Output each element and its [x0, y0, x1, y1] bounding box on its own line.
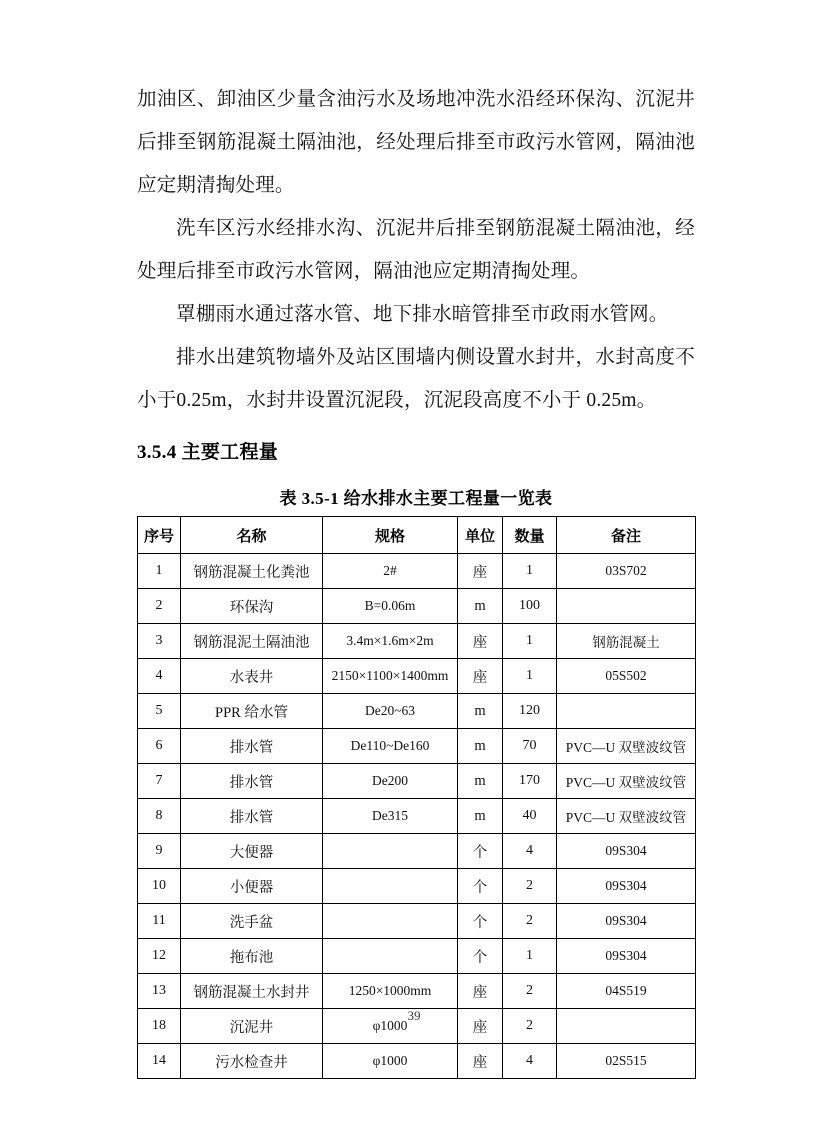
cell-index: 4	[138, 659, 181, 694]
cell-index: 5	[138, 694, 181, 729]
column-header-name: 名称	[181, 517, 323, 554]
cell-unit: 个	[458, 834, 503, 869]
table-row	[138, 869, 696, 904]
cell-name: 大便器	[181, 834, 323, 869]
cell-remark: 09S304	[557, 834, 696, 869]
cell-index: 1	[138, 554, 181, 589]
cell-name: 环保沟	[181, 589, 323, 624]
cell-remark: 05S502	[557, 659, 696, 694]
column-header-index: 序号	[138, 517, 181, 554]
cell-spec	[323, 904, 458, 939]
cell-unit: m	[458, 764, 503, 799]
cell-quantity: 2	[503, 904, 557, 939]
cell-quantity: 170	[503, 764, 557, 799]
cell-name: 洗手盆	[181, 904, 323, 939]
cell-index: 11	[138, 904, 181, 939]
cell-remark	[557, 589, 696, 624]
cell-spec	[323, 939, 458, 974]
table-row	[138, 589, 696, 624]
cell-name: 排水管	[181, 799, 323, 834]
cell-remark	[557, 694, 696, 729]
cell-quantity: 40	[503, 799, 557, 834]
cell-quantity: 2	[503, 869, 557, 904]
cell-unit: 座	[458, 554, 503, 589]
paragraph-1: 加油区、卸油区少量含油污水及场地冲洗水沿经环保沟、沉泥井后排至钢筋混凝土隔油池，经处理后排至市政污水管网，隔油池应定期清掏处理。	[137, 89, 695, 196]
cell-spec: 2#	[323, 554, 458, 589]
cell-remark: 09S304	[557, 904, 696, 939]
cell-quantity: 1	[503, 624, 557, 659]
cell-quantity: 4	[503, 1044, 557, 1079]
cell-name: 排水管	[181, 729, 323, 764]
cell-remark: 03S702	[557, 554, 696, 589]
cell-remark: 09S304	[557, 939, 696, 974]
cell-spec: φ1000	[323, 1044, 458, 1079]
cell-remark: PVC—U 双壁波纹管	[557, 799, 696, 834]
cell-spec: 2150×1100×1400mm	[323, 659, 458, 694]
cell-name: 污水检查井	[181, 1044, 323, 1079]
cell-remark: PVC—U 双壁波纹管	[557, 729, 696, 764]
table-row	[138, 729, 696, 764]
cell-unit: m	[458, 799, 503, 834]
cell-index: 14	[138, 1044, 181, 1079]
paragraph-2: 洗车区污水经排水沟、沉泥井后排至钢筋混凝土隔油池，经处理后排至市政污水管网，隔油池应定期清掏处理。	[137, 218, 695, 282]
cell-quantity: 1	[503, 659, 557, 694]
cell-remark: 钢筋混凝土	[557, 624, 696, 659]
table-row	[138, 904, 696, 939]
cell-name: 钢筋混泥土隔油池	[181, 624, 323, 659]
cell-index: 10	[138, 869, 181, 904]
cell-index: 8	[138, 799, 181, 834]
cell-name: 水表井	[181, 659, 323, 694]
table-body	[138, 554, 696, 1079]
table-row	[138, 974, 696, 1009]
column-header-remark: 备注	[557, 517, 696, 554]
cell-unit: 座	[458, 1009, 503, 1044]
cell-index: 2	[138, 589, 181, 624]
cell-unit: m	[458, 694, 503, 729]
cell-unit: m	[458, 589, 503, 624]
cell-name: 小便器	[181, 869, 323, 904]
table-row	[138, 554, 696, 589]
cell-spec: De20~63	[323, 694, 458, 729]
cell-spec: De315	[323, 799, 458, 834]
cell-spec: De200	[323, 764, 458, 799]
engineering-quantity-table	[137, 516, 696, 1079]
cell-quantity: 2	[503, 974, 557, 1009]
page-number: 39	[407, 1008, 421, 1023]
cell-spec	[323, 834, 458, 869]
cell-spec: De110~De160	[323, 729, 458, 764]
cell-remark: PVC—U 双壁波纹管	[557, 764, 696, 799]
table-header-row	[138, 517, 696, 554]
table-row	[138, 694, 696, 729]
cell-quantity: 100	[503, 589, 557, 624]
cell-remark: 09S304	[557, 869, 696, 904]
table-row	[138, 799, 696, 834]
cell-unit: 座	[458, 659, 503, 694]
cell-remark: 02S515	[557, 1044, 696, 1079]
cell-spec: B=0.06m	[323, 589, 458, 624]
cell-unit: 座	[458, 974, 503, 1009]
cell-quantity: 2	[503, 1009, 557, 1044]
cell-unit: 座	[458, 1044, 503, 1079]
cell-unit: 个	[458, 869, 503, 904]
paragraph-4: 排水出建筑物墙外及站区围墙内侧设置水封井，水封高度不小于0.25m，水封井设置沉泥段，沉泥段高度不小于 0.25m。	[137, 347, 695, 411]
cell-remark: 04S519	[557, 974, 696, 1009]
cell-unit: 个	[458, 939, 503, 974]
table-row	[138, 659, 696, 694]
table-row	[138, 764, 696, 799]
cell-spec: φ1000	[323, 1009, 458, 1044]
cell-index: 7	[138, 764, 181, 799]
cell-spec	[323, 869, 458, 904]
cell-spec: 3.4m×1.6m×2m	[323, 624, 458, 659]
cell-name: PPR 给水管	[181, 694, 323, 729]
column-header-unit: 单位	[458, 517, 503, 554]
cell-name: 拖布池	[181, 939, 323, 974]
cell-name: 钢筋混凝土化粪池	[181, 554, 323, 589]
cell-index: 9	[138, 834, 181, 869]
table-row	[138, 939, 696, 974]
table-caption: 表 3.5-1 给水排水主要工程量一览表	[279, 489, 553, 508]
cell-quantity: 1	[503, 939, 557, 974]
cell-name: 钢筋混凝土水封井	[181, 974, 323, 1009]
table-row	[138, 1044, 696, 1079]
table-row	[138, 624, 696, 659]
cell-unit: 个	[458, 904, 503, 939]
page-content	[137, 78, 695, 1079]
paragraph-3: 罩棚雨水通过落水管、地下排水暗管排至市政雨水管网。	[176, 304, 669, 325]
cell-quantity: 4	[503, 834, 557, 869]
cell-unit: 座	[458, 624, 503, 659]
cell-unit: m	[458, 729, 503, 764]
cell-quantity: 70	[503, 729, 557, 764]
table-row	[138, 834, 696, 869]
cell-name: 排水管	[181, 764, 323, 799]
cell-index: 18	[138, 1009, 181, 1044]
cell-index: 6	[138, 729, 181, 764]
cell-index: 3	[138, 624, 181, 659]
cell-index: 12	[138, 939, 181, 974]
cell-spec: 1250×1000mm	[323, 974, 458, 1009]
cell-quantity: 1	[503, 554, 557, 589]
cell-name: 沉泥井	[181, 1009, 323, 1044]
cell-quantity: 120	[503, 694, 557, 729]
cell-index: 13	[138, 974, 181, 1009]
section-heading: 3.5.4 主要工程量	[137, 442, 279, 463]
column-header-spec: 规格	[323, 517, 458, 554]
column-header-qty: 数量	[503, 517, 557, 554]
